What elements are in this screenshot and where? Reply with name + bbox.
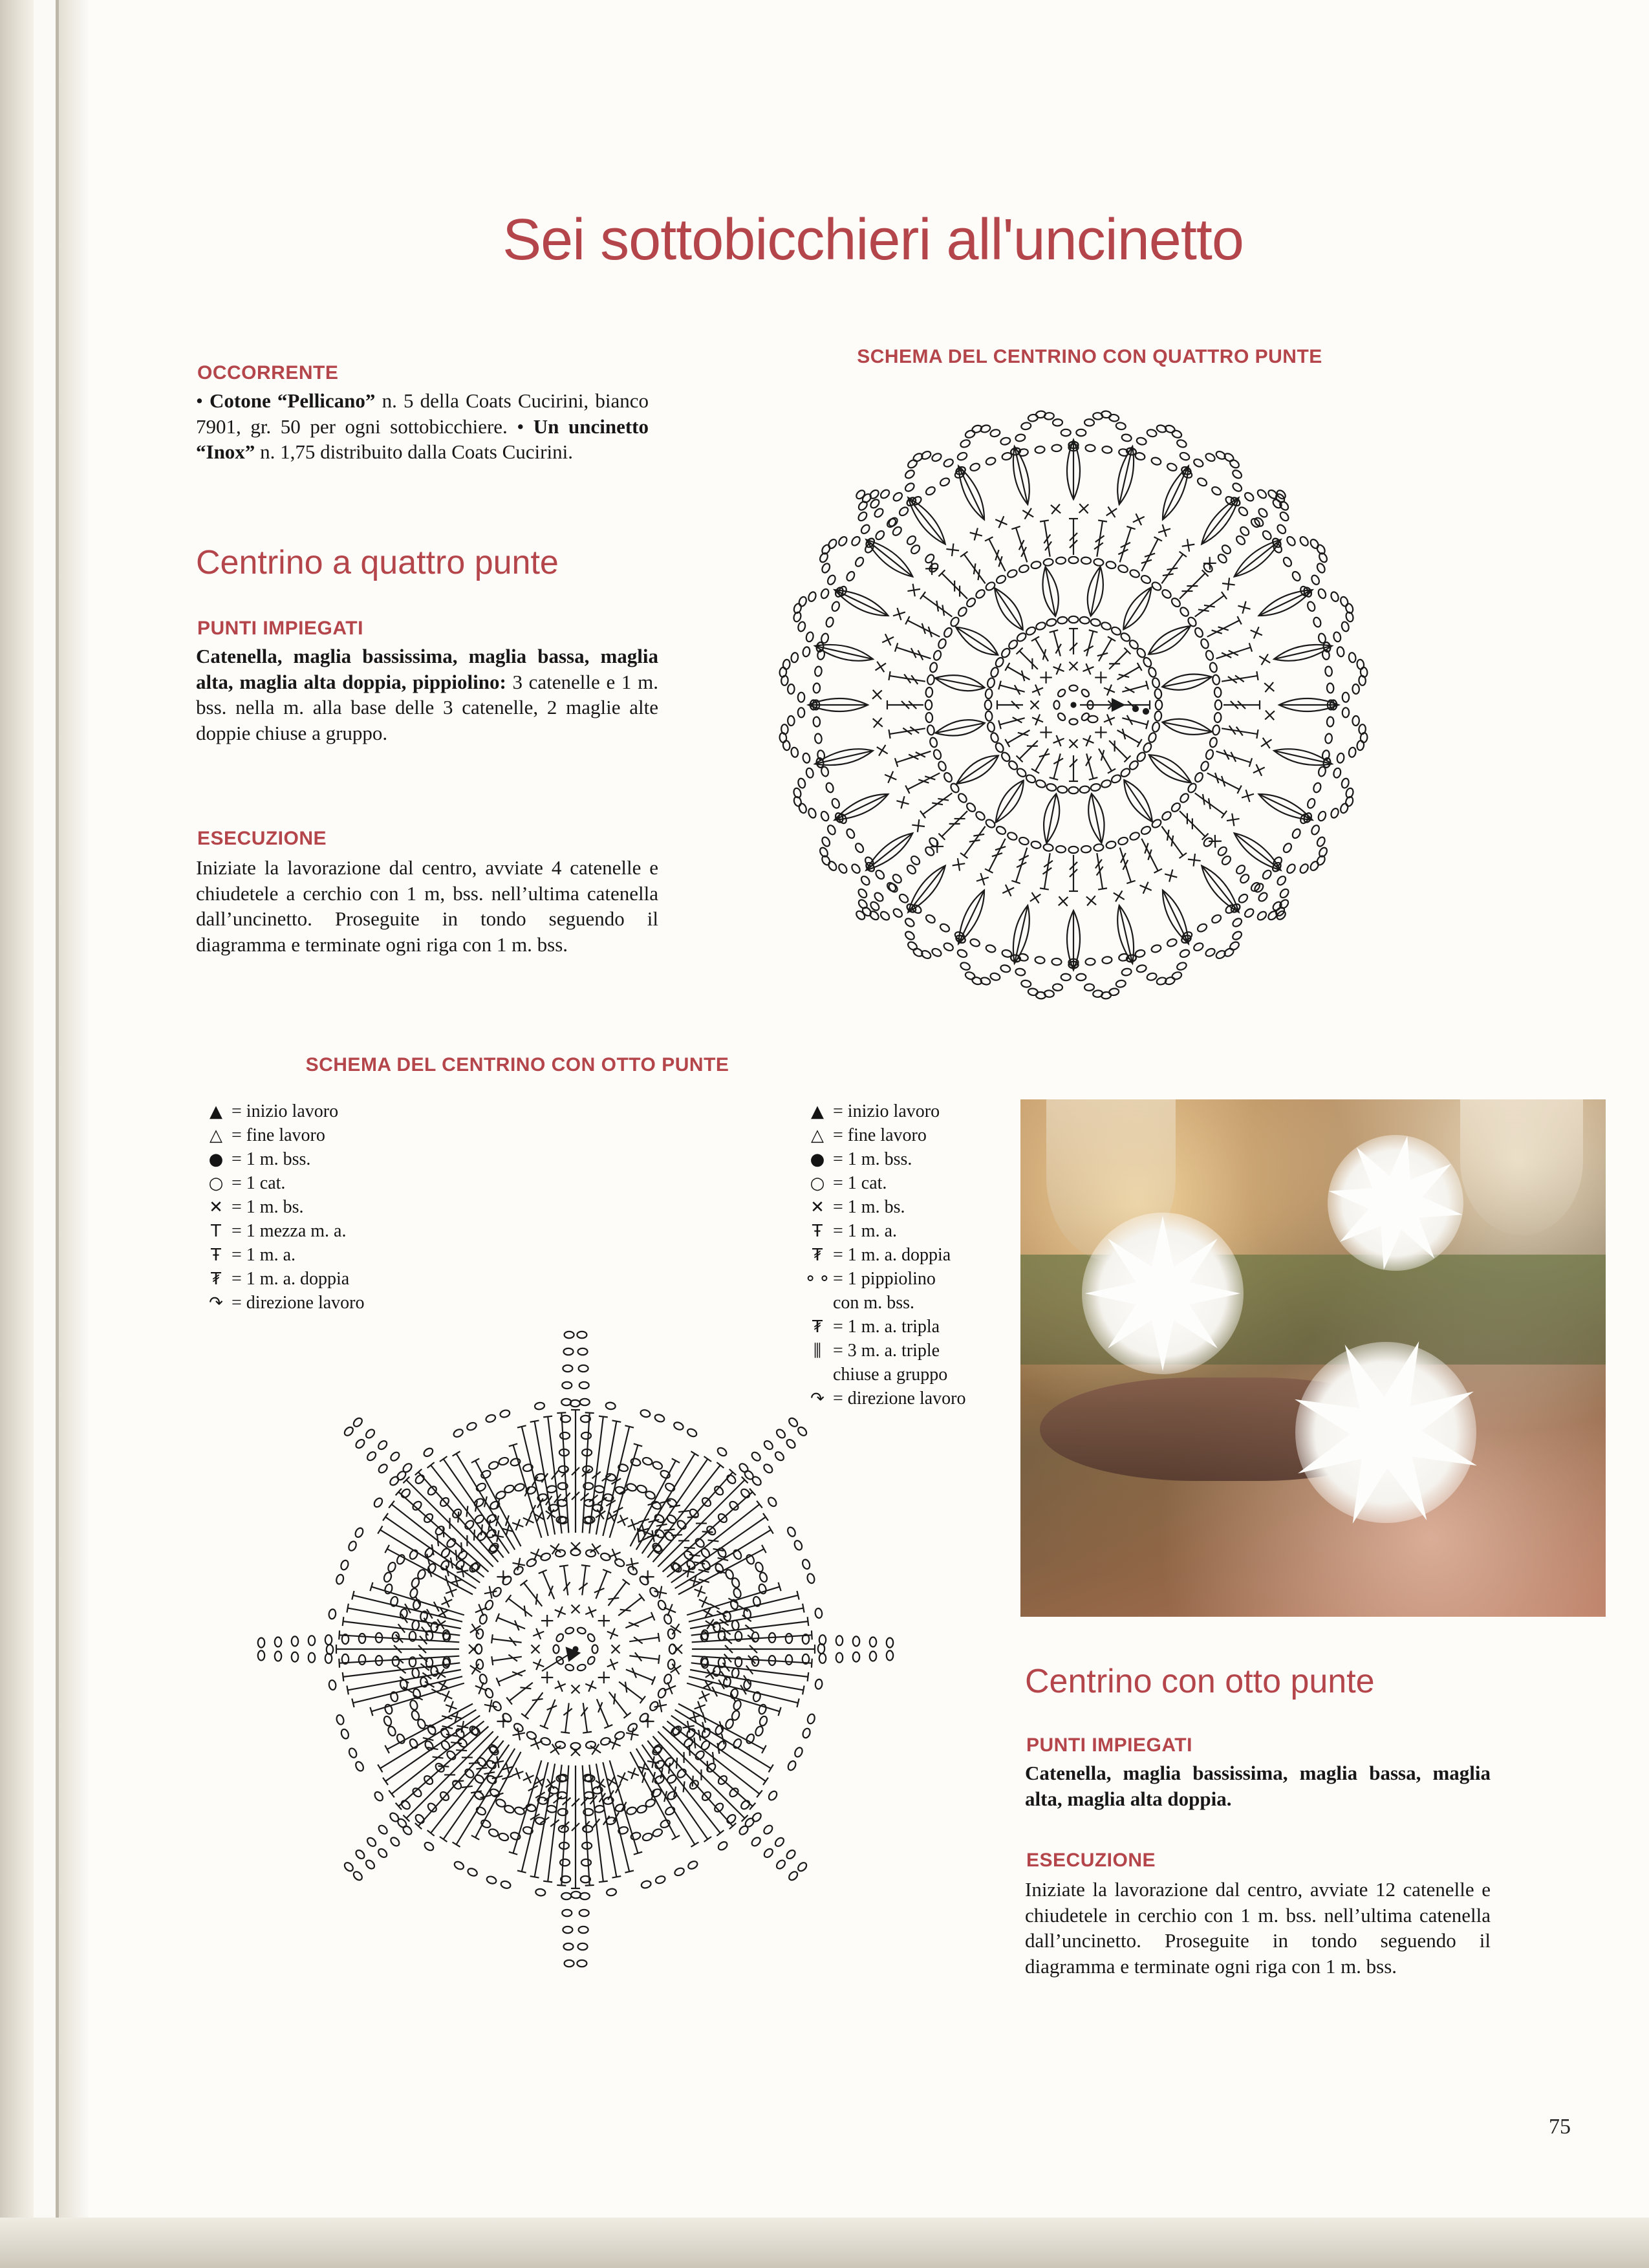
legend-symbol-bassa-icon: ✕ — [209, 1198, 223, 1217]
legend-item — [200, 1219, 365, 1243]
legend-symbol-fine-icon: △ — [210, 1126, 222, 1145]
legend-text-cont: con m. bss. — [833, 1293, 914, 1313]
legend-symbol-catenella-icon: ○ — [810, 1174, 825, 1193]
legend-quattro-punte — [200, 1099, 365, 1315]
legend-item — [802, 1243, 966, 1267]
legend-item — [200, 1243, 365, 1267]
legend-item — [802, 1123, 966, 1147]
page-bottom-edge — [0, 2218, 1649, 2268]
crochet-diagram-quattro-punte — [711, 369, 1436, 1067]
gutter-shadow — [59, 0, 89, 2218]
legend-item — [802, 1147, 966, 1171]
schema-otto-heading: SCHEMA DEL CENTRINO CON OTTO PUNTE — [305, 1054, 729, 1075]
legend-symbol-alta-doppia-icon: ₮ — [812, 1246, 823, 1265]
legend-item — [200, 1171, 365, 1195]
legend-text: = inizio lavoro — [232, 1101, 339, 1121]
legend-text: = 1 m. a. tripla — [833, 1317, 940, 1337]
legend-item — [802, 1171, 966, 1195]
legend-symbol-inizio-icon: ▲ — [811, 1102, 824, 1121]
doily-left — [1059, 1190, 1266, 1397]
legend-symbol-pippiolino-icon: ⚬⚬ — [803, 1269, 832, 1289]
legend-text: = 1 m. a. doppia — [232, 1269, 350, 1289]
page-title: Sei sottobicchieri all'uncinetto — [502, 208, 1244, 272]
legend-text: = 1 pippiolino — [833, 1269, 936, 1289]
legend-symbol-alta-icon: Ŧ — [812, 1222, 823, 1241]
legend-symbol-direzione-icon: ↷ — [209, 1293, 223, 1313]
centrino-quattro-punti-text: Catenella, maglia bassissima, maglia bassa, maglia alta, maglia alta doppia, pippiolino: 3 catenelle e 1 m. bss. nella m. alla base delle 3 catenelle, 2 maglie alte doppie chiuse a gruppo. — [196, 645, 658, 745]
legend-item — [802, 1219, 966, 1243]
doily-bottom-right — [1260, 1306, 1512, 1559]
centrino-otto-title: Centrino con otto punte — [1025, 1663, 1375, 1700]
legend-item — [200, 1195, 365, 1219]
legend-text: = 1 m. bs. — [833, 1197, 905, 1217]
centrino-quattro-title: Centrino a quattro punte — [196, 544, 559, 581]
legend-text: = 3 m. a. triple — [833, 1341, 940, 1361]
legend-text: = fine lavoro — [833, 1125, 927, 1145]
gutter-line — [56, 0, 59, 2218]
centrino-otto-punti-heading: PUNTI IMPIEGATI — [1026, 1734, 1192, 1756]
legend-symbol-mezza-alta-icon: T — [211, 1222, 221, 1241]
legend-text: = 1 m. bss. — [232, 1149, 311, 1169]
centrino-otto-esecuzione-heading: ESECUZIONE — [1026, 1850, 1156, 1871]
legend-text: = 1 mezza m. a. — [232, 1221, 347, 1241]
legend-item — [200, 1099, 365, 1123]
legend-text: = 1 m. a. doppia — [833, 1245, 951, 1265]
legend-text: = 1 cat. — [232, 1173, 286, 1193]
legend-text: = inizio lavoro — [833, 1101, 940, 1121]
centrino-quattro-esecuzione-text: Iniziate la lavorazione dal centro, avviate 4 catenelle e chiudetele a cerchio con 1 m, bss. nell’ultima catenella dall’uncinetto. Proseguite in tondo seguendo il diagramma e terminate ogni riga con 1 m. bss. — [196, 856, 658, 956]
legend-item — [200, 1123, 365, 1147]
legend-item — [802, 1195, 966, 1219]
legend-symbol-inizio-icon: ▲ — [210, 1102, 222, 1121]
legend-symbol-alta-icon: Ŧ — [211, 1246, 221, 1265]
legend-text: = fine lavoro — [232, 1125, 325, 1145]
centrino-otto-punti-text: Catenella, maglia bassissima, maglia bassa, maglia alta, maglia alta doppia. — [1025, 1762, 1491, 1810]
centrino-otto-esecuzione-text: Iniziate la lavorazione dal centro, avviate 12 catenelle e chiudetele in cerchio con 1 m. bss. nell’ultima catenella dall’uncinetto. Proseguite in tondo seguendo il diagramma e terminate ogni riga con 1 m. bss. — [1025, 1878, 1491, 1978]
legend-symbol-alta-tripla-icon: ₮ — [812, 1317, 823, 1337]
legend-text: = direzione lavoro — [833, 1388, 966, 1409]
legend-item — [802, 1099, 966, 1123]
legend-symbol-bassissima-icon: ● — [208, 1150, 224, 1169]
legend-symbol-alta-doppia-icon: ₮ — [210, 1269, 222, 1289]
page-number: 75 — [1549, 2115, 1571, 2139]
legend-text: = 1 m. a. — [833, 1221, 897, 1241]
binding-gutter — [0, 0, 34, 2268]
centrino-quattro-punti-heading: PUNTI IMPIEGATI — [197, 618, 363, 639]
legend-symbol-catenella-icon: ○ — [208, 1174, 224, 1193]
legend-text: = direzione lavoro — [232, 1293, 365, 1313]
legend-symbol-bassa-icon: ✕ — [810, 1198, 824, 1217]
crochet-diagram-otto-punte — [213, 1287, 957, 2011]
doily-top-right — [1305, 1112, 1486, 1293]
legend-text: = 1 m. bs. — [232, 1197, 304, 1217]
occorrente-heading: OCCORRENTE — [197, 362, 339, 383]
schema-quattro-heading: SCHEMA DEL CENTRINO CON QUATTRO PUNTE — [857, 346, 1322, 367]
centrino-quattro-esecuzione-heading: ESECUZIONE — [197, 828, 327, 849]
legend-text: = 1 m. bss. — [833, 1149, 912, 1169]
legend-text: = 1 m. a. — [232, 1245, 296, 1265]
legend-item — [200, 1147, 365, 1171]
legend-symbol-bassissima-icon: ● — [810, 1150, 825, 1169]
occorrente-text: • Cotone “Pellicano” n. 5 della Coats Cucirini, bianco 7901, gr. 50 per ogni sottobicchiere. • Un uncinetto “Inox” n. 1,75 distribuito dalla Coats Cucirini. — [196, 389, 649, 464]
legend-text: = 1 cat. — [833, 1173, 887, 1193]
legend-symbol-direzione-icon: ↷ — [810, 1389, 824, 1409]
legend-symbol-gruppo-icon: ⫼ — [814, 1341, 821, 1361]
legend-symbol-fine-icon: △ — [811, 1126, 824, 1145]
product-photo — [1020, 1099, 1606, 1617]
legend-text-cont: chiuse a gruppo — [833, 1365, 948, 1385]
